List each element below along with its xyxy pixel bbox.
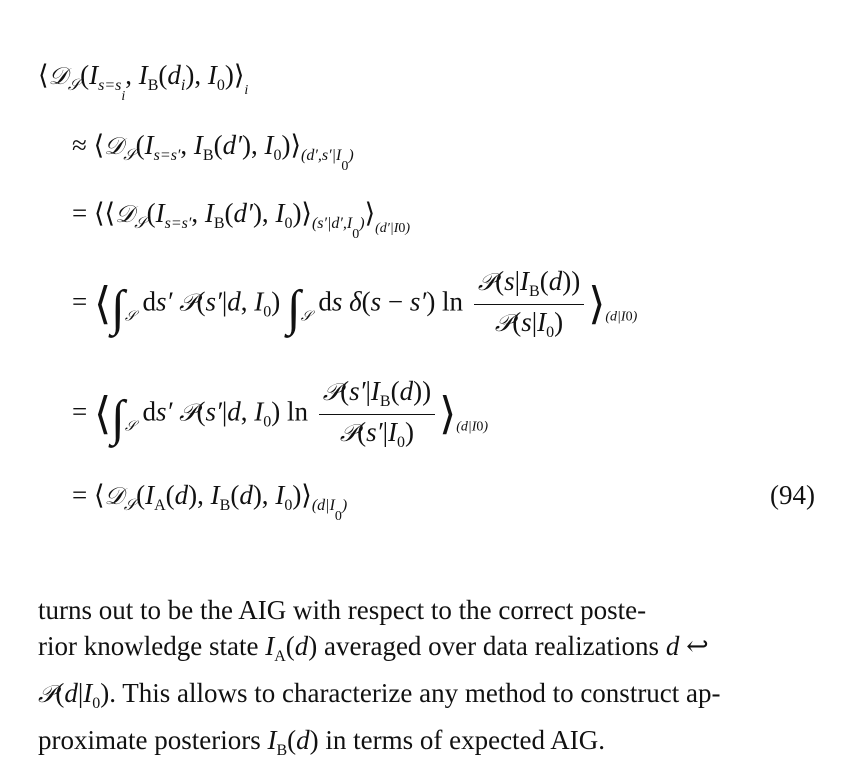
paragraph-line-3: $𝒫(d|I_0)$. This allows to characterize any method to construct ap- bbox=[38, 678, 721, 712]
approx-sign: ≈ bbox=[72, 130, 87, 160]
equals-sign: = bbox=[72, 480, 88, 510]
equation-line-5: = $⟨𝒟_𝒮(I_A(d)$, $I_B(d)$, $I_0)⟩_{(d|I0)}$ bbox=[72, 480, 348, 524]
equation-line-approx: ≈ $⟨𝒟_𝒮(I_{s=s'}$, $I_B(d')$, $I_0)⟩_{(d',s'|I0)}$ bbox=[72, 130, 354, 174]
body-paragraph bbox=[38, 592, 816, 769]
equation-line-3: = $⟨\int_𝒮$ ds′ 𝒫(s′|d, $I_0$) $\int_𝒮$ ds δ(s − s′) ln $\frac{𝒫(s|I_B(d))}{𝒫(s|I_0)}$ $⟩_{(d|I0)}$ bbox=[72, 266, 638, 341]
paragraph-line-4: proximate posteriors $I_B(d)$ in terms of expected AIG. bbox=[38, 725, 606, 759]
equation-lhs: $⟨𝒟_𝒮(I_{s=si}$, $I_B(d_i)$, $I_0)⟩_i$ bbox=[38, 60, 249, 104]
equals-sign: = bbox=[72, 286, 88, 317]
paragraph-line-1: turns out to be the AIG with respect to the correct poste- bbox=[38, 595, 647, 625]
paragraph-line-2: rior knowledge state $I_A(d)$ averaged over data realizations d ↩ bbox=[38, 631, 709, 665]
equation-number: (94) bbox=[770, 480, 815, 510]
equals-sign: = bbox=[72, 396, 88, 427]
equals-sign: = bbox=[72, 198, 88, 228]
equation-line-2: = $⟨⟨𝒟_𝒮(I_{s=s'}$, $I_B(d')$, $I_0)⟩_{(s'|d',I0)}⟩_{(d'|I0)}$ bbox=[72, 198, 411, 242]
equation-line-4: = $⟨\int_𝒮$ ds′ 𝒫(s′|d, $I_0$) ln $\frac{𝒫(s'|I_B(d))}{𝒫(s'|I_0)}$ $⟩_{(d|I0)}$ bbox=[72, 376, 489, 451]
